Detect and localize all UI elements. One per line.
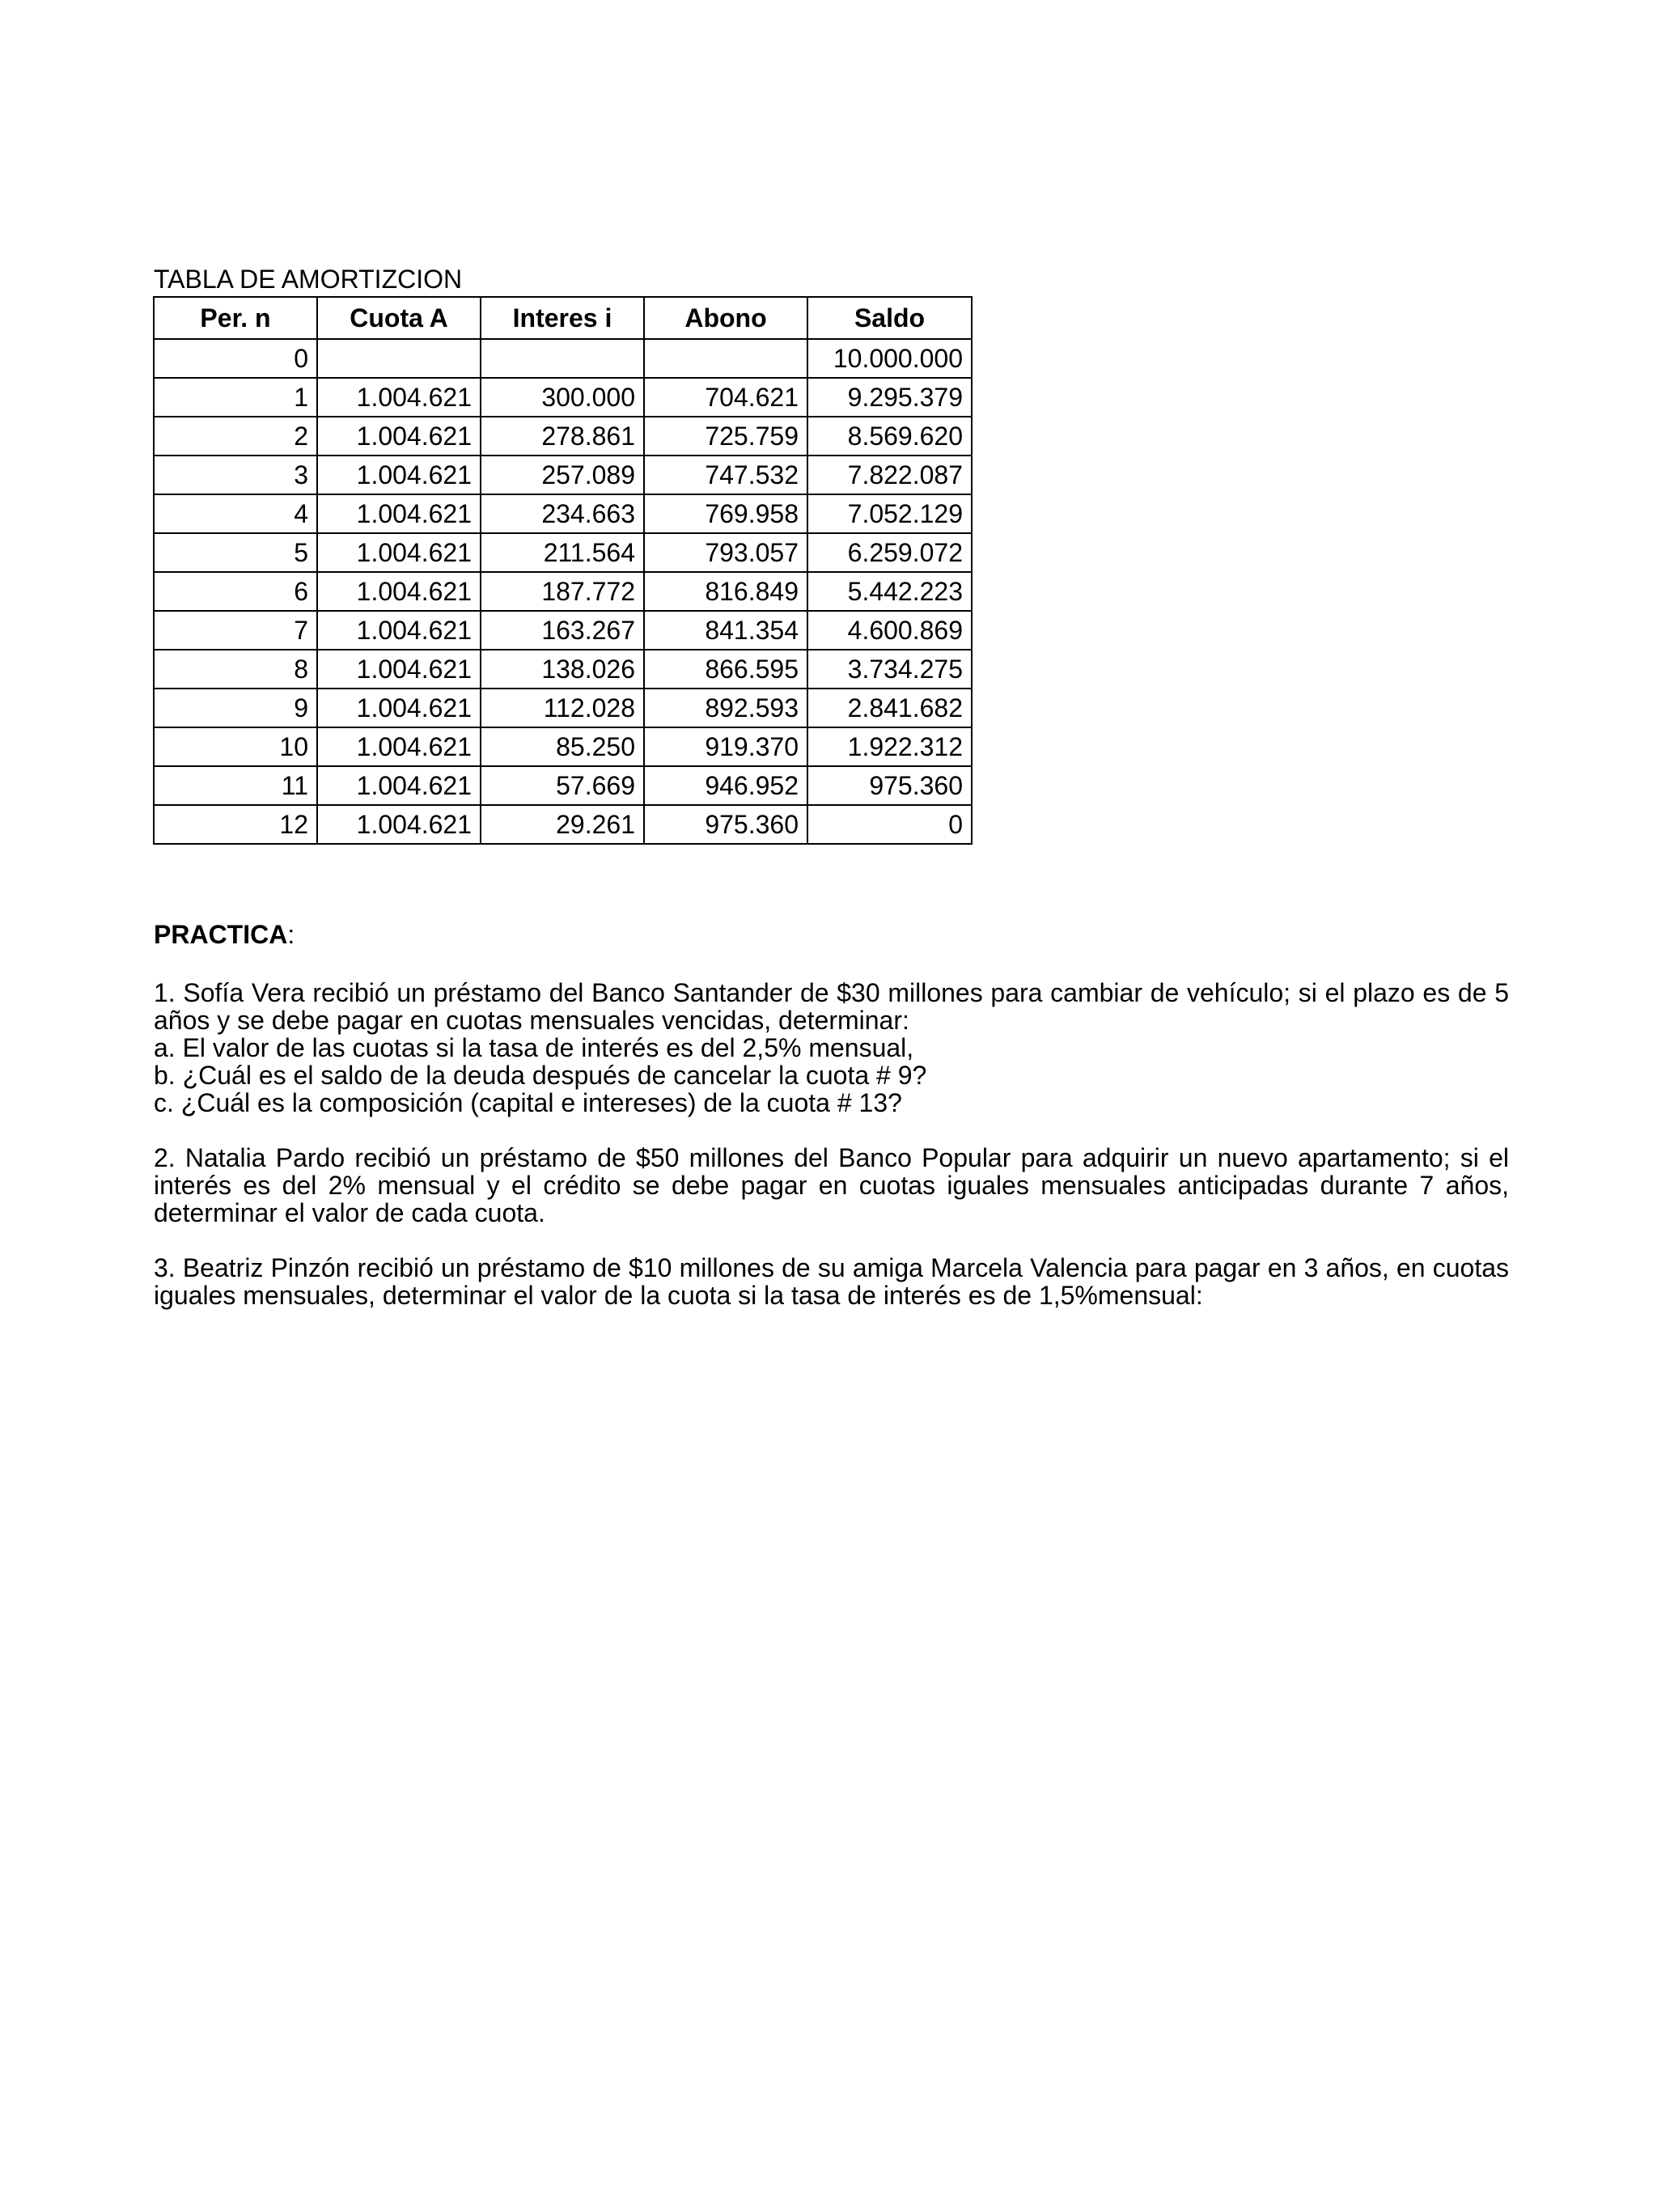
table-row <box>154 417 972 456</box>
cell-cuota: 1.004.621 <box>317 689 481 727</box>
cell-abono: 866.595 <box>644 650 807 689</box>
cell-cuota: 1.004.621 <box>317 727 481 766</box>
cell-period: 6 <box>154 572 317 611</box>
cell-saldo: 9.295.379 <box>807 378 972 417</box>
cell-abono: 816.849 <box>644 572 807 611</box>
cell-cuota: 1.004.621 <box>317 533 481 572</box>
table-row <box>154 766 972 805</box>
problems-list <box>154 979 1509 1337</box>
table-title: TABLA DE AMORTIZCION <box>154 265 463 294</box>
cell-cuota: 1.004.621 <box>317 378 481 417</box>
cell-interes: 234.663 <box>481 494 644 533</box>
cell-saldo: 1.922.312 <box>807 727 972 766</box>
cell-abono <box>644 339 807 378</box>
cell-cuota: 1.004.621 <box>317 650 481 689</box>
practica-heading <box>154 919 295 950</box>
cell-period: 8 <box>154 650 317 689</box>
column-header-saldo: Saldo <box>807 297 972 339</box>
cell-abono: 892.593 <box>644 689 807 727</box>
cell-cuota: 1.004.621 <box>317 456 481 494</box>
cell-cuota: 1.004.621 <box>317 766 481 805</box>
cell-interes: 85.250 <box>481 727 644 766</box>
cell-abono: 919.370 <box>644 727 807 766</box>
cell-period: 2 <box>154 417 317 456</box>
cell-abono: 841.354 <box>644 611 807 650</box>
cell-saldo: 3.734.275 <box>807 650 972 689</box>
table-row <box>154 689 972 727</box>
table-row <box>154 456 972 494</box>
cell-period: 10 <box>154 727 317 766</box>
cell-saldo: 4.600.869 <box>807 611 972 650</box>
table-body <box>154 339 972 844</box>
column-header-period: Per. n <box>154 297 317 339</box>
cell-interes: 278.861 <box>481 417 644 456</box>
cell-cuota: 1.004.621 <box>317 417 481 456</box>
cell-interes: 257.089 <box>481 456 644 494</box>
cell-cuota <box>317 339 481 378</box>
cell-period: 5 <box>154 533 317 572</box>
table-row <box>154 533 972 572</box>
cell-period: 0 <box>154 339 317 378</box>
cell-interes: 187.772 <box>481 572 644 611</box>
cell-period: 1 <box>154 378 317 417</box>
table-row <box>154 494 972 533</box>
cell-interes <box>481 339 644 378</box>
cell-saldo: 10.000.000 <box>807 339 972 378</box>
cell-cuota: 1.004.621 <box>317 805 481 844</box>
table-row <box>154 650 972 689</box>
problem-item <box>154 1254 1509 1309</box>
cell-period: 11 <box>154 766 317 805</box>
problem-statement: 3. Beatriz Pinzón recibió un préstamo de $10 millones de su amiga Marcela Valencia para pagar en 3 años, en cuotas iguales mensuales, determinar el valor de la cuota si la tasa de interés es de 1,5%mensual: <box>154 1253 1509 1310</box>
problem-subquestion: c. ¿Cuál es la composición (capital e intereses) de la cuota # 13? <box>154 1088 902 1117</box>
cell-interes: 29.261 <box>481 805 644 844</box>
cell-period: 9 <box>154 689 317 727</box>
table-row <box>154 805 972 844</box>
problem-statement: 2. Natalia Pardo recibió un préstamo de $50 millones del Banco Popular para adquirir un nuevo apartamento; si el interés es del 2% mensual y el crédito se debe pagar en cuotas iguales mensuales anticipadas durante 7 años, determinar el valor de cada cuota. <box>154 1143 1509 1227</box>
cell-interes: 112.028 <box>481 689 644 727</box>
cell-saldo: 7.822.087 <box>807 456 972 494</box>
cell-interes: 57.669 <box>481 766 644 805</box>
cell-period: 12 <box>154 805 317 844</box>
cell-interes: 138.026 <box>481 650 644 689</box>
table-row <box>154 727 972 766</box>
column-header-interes: Interes i <box>481 297 644 339</box>
cell-abono: 769.958 <box>644 494 807 533</box>
cell-period: 4 <box>154 494 317 533</box>
cell-saldo: 7.052.129 <box>807 494 972 533</box>
cell-interes: 163.267 <box>481 611 644 650</box>
cell-abono: 975.360 <box>644 805 807 844</box>
cell-saldo: 6.259.072 <box>807 533 972 572</box>
table-row <box>154 572 972 611</box>
cell-period: 3 <box>154 456 317 494</box>
problem-item <box>154 979 1509 1117</box>
problem-subquestion: a. El valor de las cuotas si la tasa de interés es del 2,5% mensual, <box>154 1033 914 1062</box>
problem-subquestion: b. ¿Cuál es el saldo de la deuda después de cancelar la cuota # 9? <box>154 1061 927 1090</box>
table-row <box>154 378 972 417</box>
cell-abono: 725.759 <box>644 417 807 456</box>
table-row <box>154 611 972 650</box>
cell-cuota: 1.004.621 <box>317 611 481 650</box>
cell-cuota: 1.004.621 <box>317 572 481 611</box>
cell-saldo: 0 <box>807 805 972 844</box>
cell-saldo: 8.569.620 <box>807 417 972 456</box>
cell-abono: 793.057 <box>644 533 807 572</box>
table-header-row <box>154 297 972 339</box>
cell-abono: 704.621 <box>644 378 807 417</box>
column-header-abono: Abono <box>644 297 807 339</box>
problem-item <box>154 1144 1509 1227</box>
cell-saldo: 2.841.682 <box>807 689 972 727</box>
column-header-cuota: Cuota A <box>317 297 481 339</box>
practica-colon: : <box>287 920 295 949</box>
cell-saldo: 975.360 <box>807 766 972 805</box>
amortization-table <box>153 296 973 845</box>
cell-period: 7 <box>154 611 317 650</box>
cell-abono: 946.952 <box>644 766 807 805</box>
table-row <box>154 339 972 378</box>
cell-cuota: 1.004.621 <box>317 494 481 533</box>
problem-statement: 1. Sofía Vera recibió un préstamo del Banco Santander de $30 millones para cambiar de vehículo; si el plazo es de 5 años y se debe pagar en cuotas mensuales vencidas, determinar: <box>154 978 1509 1035</box>
cell-interes: 211.564 <box>481 533 644 572</box>
cell-abono: 747.532 <box>644 456 807 494</box>
cell-interes: 300.000 <box>481 378 644 417</box>
practica-label: PRACTICA <box>154 920 288 949</box>
cell-saldo: 5.442.223 <box>807 572 972 611</box>
